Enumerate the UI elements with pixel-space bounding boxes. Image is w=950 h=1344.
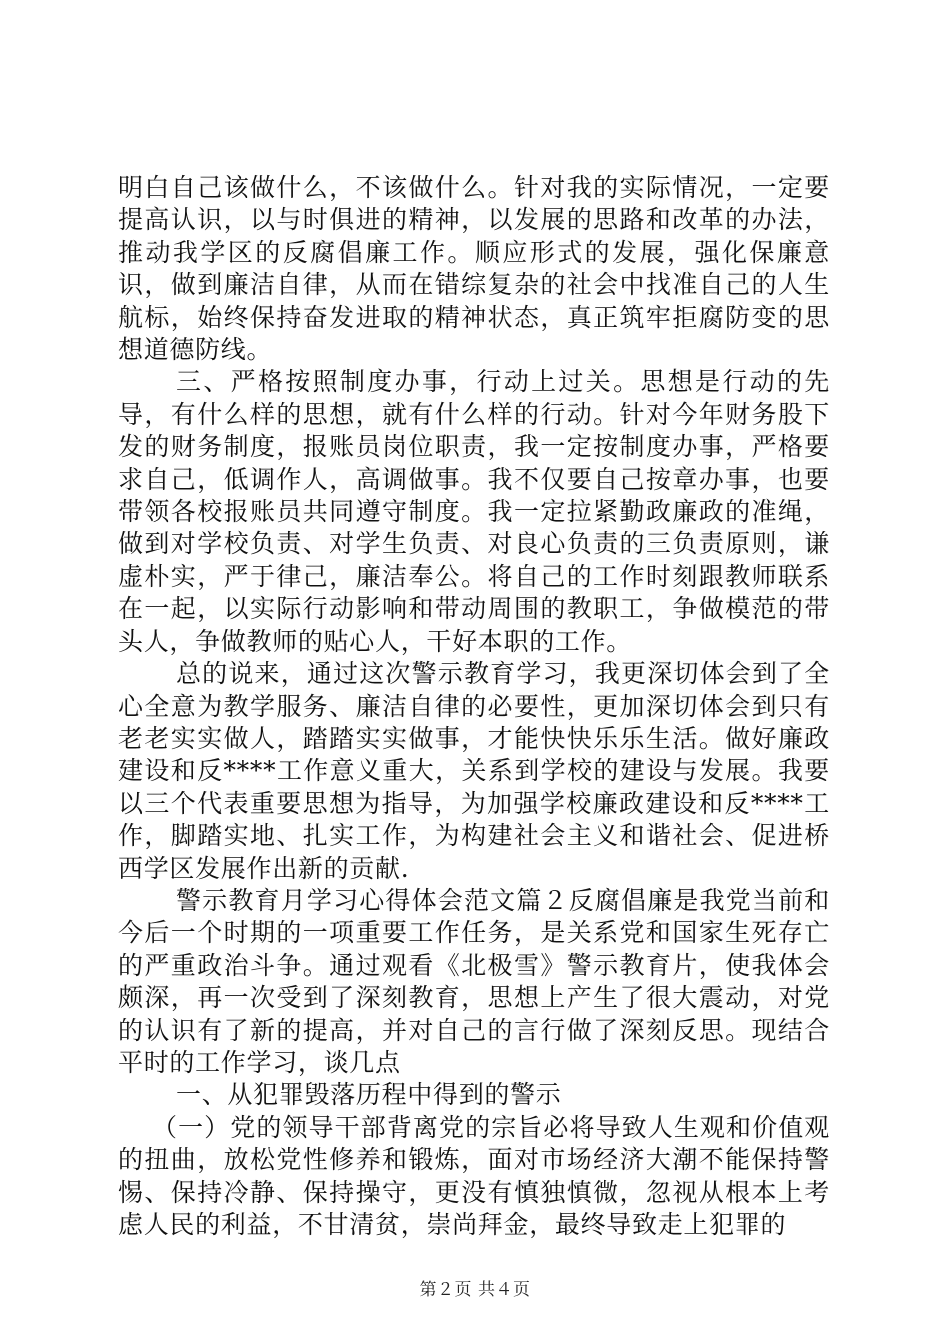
section-heading-one: 一、从犯罪毁落历程中得到的警示 — [176, 1080, 562, 1110]
document-body — [118, 172, 830, 1241]
paragraph-section-three: 三、严格按照制度办事，行动上过关。思想是行动的先导，有什么样的思想，就有什么样的行动。针对今年财务股下发的财务制度，报账员岗位职责，我一定按制度办事，严格要求自己，低调作人，高调做事。我不仅要自己按章办事，也要带领各校报账员共同遵守制度。我一定拉紧勤政廉政的准绳，做到对学校负责、对学生负责、对良心负责的三负责原则，谦虚朴实，严于律己，廉洁奉公。将自己的工作时刻跟教师联系在一起，以实际行动影响和带动周围的教职工，争做模范的带头人，争做教师的贴心人，干好本职的工作。 — [118, 367, 830, 656]
paragraph-summary: 总的说来，通过这次警示教育学习，我更深切体会到了全心全意为教学服务、廉洁自律的必要性，更加深切体会到只有老老实实做人，踏踏实实做事，才能快快乐乐生活。做好廉政建设和反****工作意义重大，关系到学校的建设与发展。我要以三个代表重要思想为指导，为加强学校廉政建设和反****工作，脚踏实地、扎实工作，为构建社会主义和谐社会、促进桥西学区发展作出新的贡献. — [118, 659, 830, 883]
page-footer: 第２页 共４页 — [419, 1280, 531, 1300]
paragraph-continuation: 明白自己该做什么，不该做什么。针对我的实际情况，一定要提高认识，以与时俱进的精神，以发展的思路和改革的办法，推动我学区的反腐倡廉工作。顺应形式的发展，强化保廉意识，做到廉洁自律，从而在错综复杂的社会中找准自己的人生航标，始终保持奋发进取的精神状态，真正筑牢拒腐防变的思想道德防线。 — [118, 173, 830, 365]
paragraph-article-two: 警示教育月学习心得体会范文篇２反腐倡廉是我党当前和今后一个时期的一项重要工作任务，是关系党和国家生死存亡的严重政治斗争。通过观看《北极雪》警示教育片，使我体会颇深，再一次受到了深刻教育，思想上产生了很大震动，对党的认识有了新的提高，并对自己的言行做了深刻反思。现结合平时的工作学习，谈几点 — [118, 885, 830, 1077]
paragraph-subsection-one: （一）党的领导干部背离党的宗旨必将导致人生观和价值观的扭曲，放松党性修养和锻炼，面对市场经济大潮不能保持警惕、保持冷静、保持操守，更没有慎独慎微，忽视从根本上考虑人民的利益，不甘清贫，崇尚拜金，最终导致走上犯罪的 — [118, 1112, 830, 1239]
